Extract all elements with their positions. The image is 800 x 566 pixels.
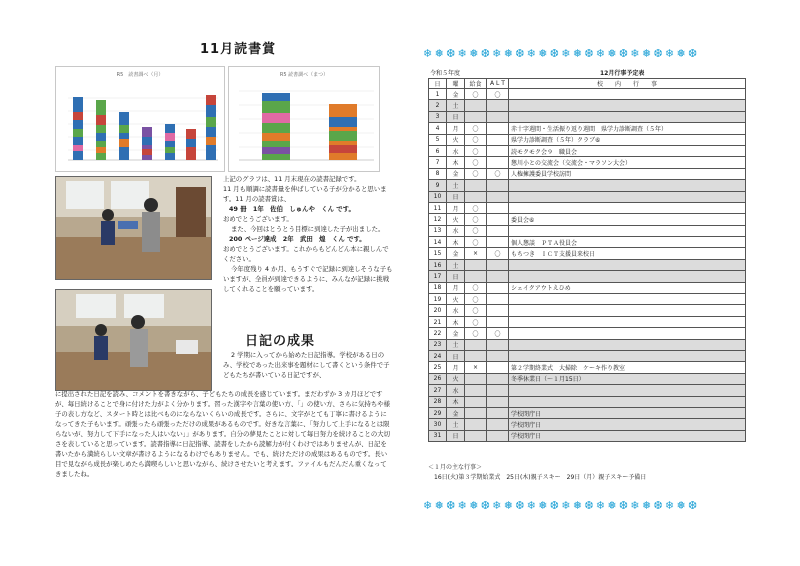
day-cell: 18 — [429, 282, 447, 293]
weekday-cell: 木 — [447, 396, 465, 407]
alt-cell — [487, 294, 509, 305]
bar-3 — [119, 112, 129, 160]
january-events: 16日(火)第３学期始業式 25日(木)親子スキー 29日（月）親子スキー予備日 — [434, 474, 647, 481]
lunch-cell — [465, 407, 487, 418]
lunch-cell — [465, 350, 487, 361]
alt-cell — [487, 407, 509, 418]
event-cell — [509, 271, 746, 282]
header-alt: A L T — [487, 79, 509, 89]
day-cell: 10 — [429, 191, 447, 202]
event-cell — [509, 202, 746, 213]
weekday-cell: 月 — [447, 362, 465, 373]
header-lunch: 給食 — [465, 79, 487, 89]
calendar-row — [429, 305, 746, 316]
weekday-cell: 土 — [447, 339, 465, 350]
bar-grade1 — [262, 93, 290, 160]
alt-cell — [487, 134, 509, 145]
bar-4 — [142, 127, 152, 160]
day-cell: 13 — [429, 225, 447, 236]
event-cell — [509, 100, 746, 111]
snowflake-border-top: ❄❅❆❄❅❆❄❅❆❄❅❆❄❅❆❄❅❆❄❅❆❄❅❆ — [423, 48, 700, 60]
event-cell: 委員会⑥ — [509, 214, 746, 225]
calendar-row — [429, 157, 746, 168]
calendar-row — [429, 123, 746, 134]
calendar-title: 12月行事予定表 — [600, 70, 645, 77]
reading-para: 今年度残り 4 か月、もうすぐで記録に到達しそうな子もいますが、全員が到達できるように、みんなが記録に挑戦してくれることを願っています。 — [223, 265, 393, 293]
reading-award-title: 11月読書賞 — [200, 42, 277, 57]
calendar-row — [429, 430, 746, 441]
event-cell — [509, 350, 746, 361]
alt-cell — [487, 123, 509, 134]
snowflake-border-bottom: ❄❅❆❄❅❆❄❅❆❄❅❆❄❅❆❄❅❆❄❅❆❄❅❆ — [423, 500, 700, 512]
lunch-cell — [465, 259, 487, 270]
event-cell: 人権擁護委員学校訪問 — [509, 168, 746, 179]
calendar-row — [429, 419, 746, 430]
event-cell — [509, 191, 746, 202]
event-cell: 学校閉庁日 — [509, 430, 746, 441]
weekday-cell: 木 — [447, 157, 465, 168]
lunch-cell — [465, 339, 487, 350]
event-cell — [509, 111, 746, 122]
alt-cell: 〇 — [487, 168, 509, 179]
alt-cell — [487, 385, 509, 396]
weekday-cell: 日 — [447, 350, 465, 361]
weekday-cell: 木 — [447, 237, 465, 248]
weekday-cell: 木 — [447, 316, 465, 327]
alt-cell — [487, 237, 509, 248]
day-cell: 21 — [429, 316, 447, 327]
weekday-cell: 水 — [447, 225, 465, 236]
event-cell: 赤十字週間・生活振り返り週間 県学力診断調査（５年） — [509, 123, 746, 134]
calendar-row — [429, 271, 746, 282]
calendar-row — [429, 134, 746, 145]
event-cell: 懇川小との交流会（交流会・マラソン大会） — [509, 157, 746, 168]
alt-cell — [487, 350, 509, 361]
weekday-cell: 月 — [447, 282, 465, 293]
calendar-row — [429, 282, 746, 293]
award-photo — [56, 290, 211, 390]
calendar-row — [429, 111, 746, 122]
bar-grade2 — [329, 104, 357, 160]
calendar-row — [429, 214, 746, 225]
day-cell: 3 — [429, 111, 447, 122]
alt-cell — [487, 259, 509, 270]
event-cell — [509, 305, 746, 316]
page-goal-winner: 200 ページ達成 2年 武田 煌 くん です。 — [229, 235, 366, 243]
calendar-row — [429, 407, 746, 418]
event-cell: 冬季休業日（～１月15日） — [509, 373, 746, 384]
weekday-cell: 金 — [447, 248, 465, 259]
reading-text — [223, 174, 393, 294]
calendar-row — [429, 328, 746, 339]
day-cell: 5 — [429, 134, 447, 145]
alt-cell: 〇 — [487, 328, 509, 339]
reading-para: おめでとうございます。これからもどんどん本に親しんでください。 — [223, 245, 389, 263]
day-cell: 24 — [429, 350, 447, 361]
event-cell — [509, 328, 746, 339]
bar-2 — [96, 100, 106, 160]
day-cell: 11 — [429, 202, 447, 213]
lunch-cell: 〇 — [465, 328, 487, 339]
alt-cell — [487, 157, 509, 168]
alt-cell — [487, 305, 509, 316]
lunch-cell: 〇 — [465, 305, 487, 316]
day-cell: 12 — [429, 214, 447, 225]
calendar-row — [429, 316, 746, 327]
event-cell: 学校閉庁日 — [509, 407, 746, 418]
day-cell: 30 — [429, 419, 447, 430]
alt-cell — [487, 202, 509, 213]
reading-para: 上記のグラフは、11 月末現在の読書記録です。 — [223, 175, 361, 183]
header-events: 校 内 行 事 — [509, 79, 746, 89]
bar-7 — [206, 95, 216, 160]
alt-cell — [487, 362, 509, 373]
classroom-photo-1 — [55, 176, 212, 280]
lunch-cell: 〇 — [465, 123, 487, 134]
calendar-row — [429, 373, 746, 384]
event-cell — [509, 396, 746, 407]
calendar-row — [429, 350, 746, 361]
lunch-cell: 〇 — [465, 134, 487, 145]
event-cell — [509, 294, 746, 305]
event-calendar — [428, 78, 746, 442]
header-date: 日 — [429, 79, 447, 89]
day-cell: 9 — [429, 180, 447, 191]
alt-cell — [487, 271, 509, 282]
alt-cell — [487, 419, 509, 430]
day-cell: 19 — [429, 294, 447, 305]
event-cell — [509, 385, 746, 396]
day-cell: 1 — [429, 89, 447, 100]
weekday-cell: 日 — [447, 111, 465, 122]
day-cell: 16 — [429, 259, 447, 270]
calendar-row — [429, 259, 746, 270]
lunch-cell: 〇 — [465, 316, 487, 327]
january-heading: ＜１月の主な行事＞ — [428, 464, 483, 471]
weekday-cell: 火 — [447, 134, 465, 145]
weekday-cell: 金 — [447, 168, 465, 179]
reading-para: また、今回はとうとう目標に到達した子が出ました。 — [231, 225, 385, 233]
day-cell: 17 — [429, 271, 447, 282]
event-cell: 学校閉庁日 — [509, 419, 746, 430]
header-weekday: 曜 — [447, 79, 465, 89]
alt-cell — [487, 180, 509, 191]
calendar-row — [429, 191, 746, 202]
day-cell: 15 — [429, 248, 447, 259]
calendar-row — [429, 362, 746, 373]
lunch-cell: 〇 — [465, 294, 487, 305]
classroom-photo-2 — [55, 289, 212, 391]
event-cell — [509, 180, 746, 191]
event-cell — [509, 89, 746, 100]
calendar-row — [429, 145, 746, 156]
weekday-cell: 金 — [447, 89, 465, 100]
calendar-row — [429, 180, 746, 191]
day-cell: 7 — [429, 157, 447, 168]
diary-body: に提出された日記を読み、コメントを書きながら、子どもたちの成長を感じています。まだわずか 3 カ月ほどですが、毎日続けることで身に付けた力がよく分かります。習った漢字や言葉の使い方、「」の使い方、さらに気持ちや様子の表し方など、スタート時とは比べものにならないくらいの成長です。さらに、文字がとても丁寧に書けるようになってきた子もいます。頑張ったら頑張っただけの成果があるものです。好きな言葉に、「努力して上手になるとは限らないが、努力して下手になった人はいない」」があります。自分の夢見たことに対して毎日努力を続けることの大切さを表していると思っています。読書指導に日記指導、読書をしたから読解力が付くわけではありませんが、日記を書いたから満続らしい文章が書けるようになるわけでもありません。でも、続けただけの成果はあるものです。長い目で見ながら成長が楽しめたら満喫らしいと思いながら、続けさせたいと考えます。ファイルもだんだん重くなってきましたね。 — [55, 390, 390, 478]
event-cell: 県学力診断調査（５年）クラブ⑥ — [509, 134, 746, 145]
day-cell: 26 — [429, 373, 447, 384]
event-cell: 個人懇談 ＰＴＡ役員会 — [509, 237, 746, 248]
calendar-row — [429, 168, 746, 179]
lunch-cell: 〇 — [465, 145, 487, 156]
day-cell: 2 — [429, 100, 447, 111]
day-cell: 6 — [429, 145, 447, 156]
alt-cell — [487, 145, 509, 156]
calendar-row — [429, 89, 746, 100]
weekday-cell: 日 — [447, 430, 465, 441]
weekday-cell: 月 — [447, 123, 465, 134]
calendar-row — [429, 248, 746, 259]
event-cell — [509, 225, 746, 236]
weekday-cell: 月 — [447, 202, 465, 213]
calendar-row — [429, 294, 746, 305]
lunch-cell: 〇 — [465, 282, 487, 293]
pages-bars — [229, 67, 379, 171]
lunch-cell: × — [465, 248, 487, 259]
alt-cell — [487, 111, 509, 122]
day-cell: 22 — [429, 328, 447, 339]
monthly-bars — [56, 67, 224, 171]
chart-title: R5 読書調べ（月） — [116, 72, 164, 78]
weekday-cell: 火 — [447, 373, 465, 384]
lunch-cell — [465, 430, 487, 441]
alt-cell — [487, 225, 509, 236]
lunch-cell: 〇 — [465, 237, 487, 248]
lunch-cell — [465, 180, 487, 191]
day-cell: 25 — [429, 362, 447, 373]
alt-cell — [487, 396, 509, 407]
bar-6 — [186, 129, 196, 160]
day-cell: 20 — [429, 305, 447, 316]
day-cell: 23 — [429, 339, 447, 350]
calendar-row — [429, 385, 746, 396]
alt-cell — [487, 282, 509, 293]
weekday-cell: 日 — [447, 271, 465, 282]
diary-title: 日記の成果 — [245, 334, 316, 349]
reading-para: 11 月も順調に読書量を伸ばしている子が分かると思います。11 月の読書賞は、 — [223, 185, 387, 203]
weekday-cell: 火 — [447, 214, 465, 225]
lunch-cell: 〇 — [465, 157, 487, 168]
event-cell — [509, 316, 746, 327]
fiscal-year: 令和５年度 — [430, 70, 461, 77]
day-cell: 29 — [429, 407, 447, 418]
calendar-row — [429, 237, 746, 248]
weekday-cell: 水 — [447, 385, 465, 396]
lunch-cell — [465, 111, 487, 122]
weekday-cell: 土 — [447, 180, 465, 191]
weekday-cell: 日 — [447, 191, 465, 202]
calendar-row — [429, 100, 746, 111]
diary-intro: 2 学期に入ってから始めた日記指導。学校がある日のみ、学校であった出来事を題材にして書くという条件で子どもたちが書いている日記ですが、 — [223, 351, 390, 379]
alt-cell — [487, 430, 509, 441]
lunch-cell — [465, 373, 487, 384]
lunch-cell — [465, 419, 487, 430]
weekday-cell: 火 — [447, 294, 465, 305]
lunch-cell — [465, 396, 487, 407]
day-cell: 31 — [429, 430, 447, 441]
alt-cell — [487, 339, 509, 350]
event-cell: シェイクアウトえひめ — [509, 282, 746, 293]
award-photo — [56, 177, 211, 279]
reading-chart-pages — [228, 66, 380, 172]
event-cell: 第２学期終業式 大掃除 ケーキ作り教室 — [509, 362, 746, 373]
lunch-cell: 〇 — [465, 214, 487, 225]
weekday-cell: 金 — [447, 407, 465, 418]
event-cell — [509, 339, 746, 350]
weekday-cell: 土 — [447, 259, 465, 270]
calendar-row — [429, 396, 746, 407]
event-cell — [509, 259, 746, 270]
reading-para: おめでとうございます。 — [223, 215, 293, 223]
event-cell: 読モクモク会９ 職員会 — [509, 145, 746, 156]
reading-award-winner: 49 冊 1年 佐伯 しゅんや くん です。 — [229, 205, 355, 213]
lunch-cell — [465, 271, 487, 282]
alt-cell — [487, 191, 509, 202]
day-cell: 27 — [429, 385, 447, 396]
calendar-row — [429, 225, 746, 236]
calendar-body — [429, 89, 746, 442]
weekday-cell: 水 — [447, 145, 465, 156]
alt-cell — [487, 373, 509, 384]
bar-5 — [165, 124, 175, 160]
weekday-cell: 金 — [447, 328, 465, 339]
event-cell: もちつき ＩＣＴ支援員来校日 — [509, 248, 746, 259]
calendar-row — [429, 202, 746, 213]
lunch-cell — [465, 191, 487, 202]
day-cell: 28 — [429, 396, 447, 407]
day-cell: 14 — [429, 237, 447, 248]
alt-cell — [487, 100, 509, 111]
weekday-cell: 土 — [447, 100, 465, 111]
alt-cell: 〇 — [487, 89, 509, 100]
weekday-cell: 水 — [447, 305, 465, 316]
lunch-cell: 〇 — [465, 89, 487, 100]
lunch-cell — [465, 385, 487, 396]
reading-chart-monthly — [55, 66, 225, 172]
alt-cell — [487, 316, 509, 327]
day-cell: 8 — [429, 168, 447, 179]
chart-title: R5 読書調べ（まつ） — [279, 72, 329, 78]
lunch-cell: 〇 — [465, 202, 487, 213]
day-cell: 4 — [429, 123, 447, 134]
lunch-cell: 〇 — [465, 225, 487, 236]
alt-cell: 〇 — [487, 248, 509, 259]
lunch-cell — [465, 100, 487, 111]
lunch-cell: × — [465, 362, 487, 373]
bar-1 — [73, 97, 83, 160]
calendar-row — [429, 339, 746, 350]
lunch-cell: 〇 — [465, 168, 487, 179]
weekday-cell: 土 — [447, 419, 465, 430]
alt-cell — [487, 214, 509, 225]
